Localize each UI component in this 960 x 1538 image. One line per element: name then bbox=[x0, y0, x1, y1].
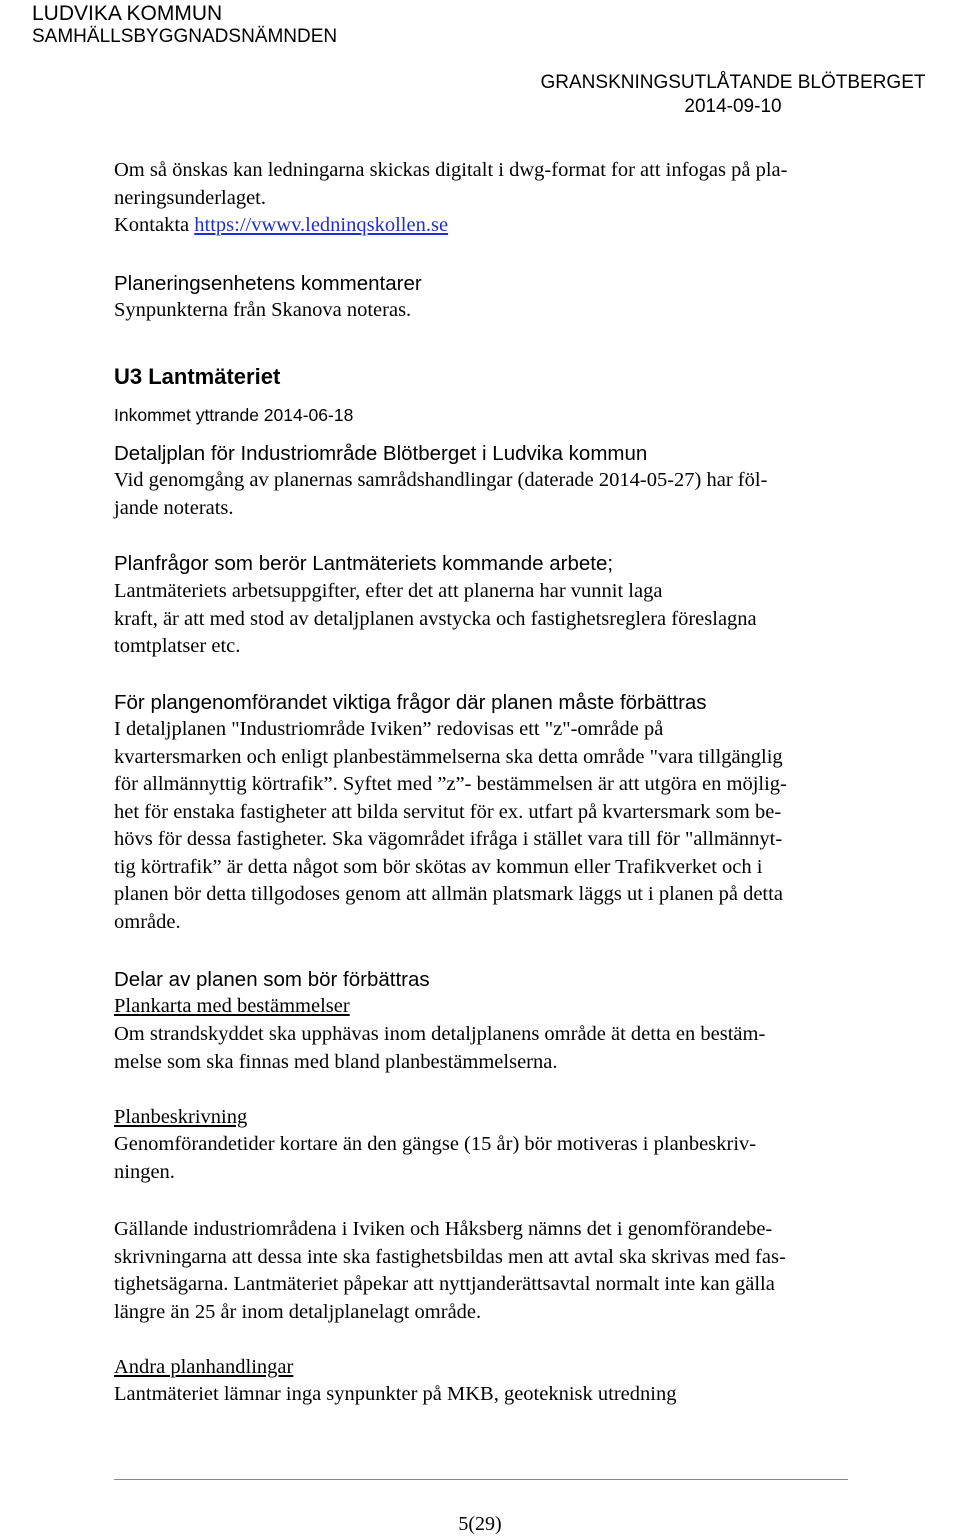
planning-comment-text: Synpunkterna från Skanova noteras. bbox=[114, 299, 412, 321]
received-date: Inkommet yttrande 2014-06-18 bbox=[114, 405, 354, 425]
planfragor-paragraph bbox=[114, 578, 757, 661]
plankarta-label: Plankarta med bestämmelser bbox=[114, 995, 350, 1017]
plankarta-paragraph bbox=[114, 1021, 765, 1076]
paragraph-line: kvartersmarken och enligt planbestämmelserna ska detta område "vara tillgänglig bbox=[114, 745, 783, 768]
paragraph-line: Vid genomgång av planernas samrådshandlingar (daterade 2014-05-27) har föl- bbox=[114, 469, 768, 491]
u3-paragraph bbox=[114, 467, 767, 522]
paragraph-line: Gällande industriområdena i Iviken och Håksberg nämns det i genomförandebe- bbox=[114, 1218, 773, 1240]
paragraph-line: område. bbox=[114, 910, 181, 933]
intro-line: Om så önskas kan ledningarna skickas digitalt i dwg-format for att infogas på pla- bbox=[114, 159, 788, 181]
paragraph-line: tomtplatser etc. bbox=[114, 635, 241, 657]
document-title-block bbox=[0, 72, 940, 94]
planfragor-heading: Planfrågor som berör Lantmäteriets kommande arbete; bbox=[114, 552, 614, 575]
paragraph-line: melse som ska finnas med bland planbestämmelserna. bbox=[114, 1050, 558, 1073]
paragraph-line: för allmännyttig körtrafik”. Syftet med ”z”- bestämmelsen är att utgöra en möjlig- bbox=[114, 773, 787, 795]
paragraph-line: tighetsägarna. Lantmäteriet påpekar att nyttjanderättsavtal normalt inte kan gälla bbox=[114, 1273, 775, 1295]
page-number: 5(29) bbox=[458, 1513, 502, 1535]
document-date: 2014-09-10 bbox=[684, 96, 782, 117]
plangenomforande-paragraph bbox=[114, 716, 787, 936]
paragraph-line: Om strandskyddet ska upphävas inom detaljplanens område ät detta en bestäm- bbox=[114, 1023, 766, 1045]
paragraph-line: jande noterats. bbox=[114, 496, 234, 519]
paragraph-line: tig körtrafik” är detta något som bör skötas av kommun eller Trafikverket och i bbox=[114, 855, 763, 878]
paragraph-line: Genomförandetider kortare än den gängse (15 år) bör motiveras i planbeskriv- bbox=[114, 1133, 757, 1155]
section-heading-u3: U3 Lantmäteriet bbox=[114, 364, 281, 389]
paragraph-line: het för enstaka fastigheter att bilda servitut för ex. utfart på kvartersmark som be- bbox=[114, 800, 782, 823]
contact-prefix: Kontakta bbox=[114, 214, 195, 236]
intro-line: neringsunderlaget. bbox=[114, 186, 266, 209]
paragraph-line: planen bör detta tillgodoses genom att allmän platsmark läggs ut i planen på detta bbox=[114, 883, 783, 905]
paragraph-line: kraft, är att med stod av detaljplanen avstycka och fastighetsreglera föreslagna bbox=[114, 607, 757, 630]
andra-text: Lantmäteriet lämnar inga synpunkter på MKB, geoteknisk utredning bbox=[114, 1383, 677, 1405]
footer-divider bbox=[114, 1479, 848, 1480]
paragraph-line: skrivningarna att dessa inte ska fastighetsbildas men att avtal ska skrivas med fas- bbox=[114, 1245, 786, 1268]
planbeskrivning-label: Planbeskrivning bbox=[114, 1106, 248, 1128]
planning-comment-heading: Planeringsenhetens kommentarer bbox=[114, 272, 422, 295]
ledningskollen-link[interactable]: https://vwwv.ledninqskollen.se bbox=[194, 214, 449, 236]
paragraph-line: hövs för dessa fastigheter. Ska vägområdet ifråga i stället vara till för "allmännyt- bbox=[114, 828, 783, 850]
detaljplan-heading: Detaljplan för Industriområde Blötberget i Ludvika kommun bbox=[114, 442, 648, 465]
board-name: SAMHÄLLSBYGGNADSNÄMNDEN bbox=[32, 26, 338, 47]
organization-name: LUDVIKA KOMMUN bbox=[32, 2, 223, 25]
paragraph-line: I detaljplanen "Industriområde Iviken” redovisas ett "z"-område på bbox=[114, 718, 664, 740]
paragraph-line: längre än 25 år inom detaljplanelagt område. bbox=[114, 1300, 482, 1323]
andra-label: Andra planhandlingar bbox=[114, 1356, 294, 1378]
contact-line bbox=[114, 212, 787, 240]
plangenomforande-heading: För plangenomförandet viktiga frågor där planen måste förbättras bbox=[114, 691, 707, 714]
planbeskrivning-paragraph bbox=[114, 1131, 756, 1186]
document-title: GRANSKNINGSUTLÅTANDE BLÖTBERGET bbox=[540, 72, 926, 93]
gallande-paragraph bbox=[114, 1216, 786, 1326]
intro-paragraph bbox=[114, 157, 787, 240]
paragraph-line: ningen. bbox=[114, 1160, 175, 1183]
paragraph-line: Lantmäteriets arbetsuppgifter, efter det att planerna har vunnit laga bbox=[114, 580, 663, 602]
delar-heading: Delar av planen som bör förbättras bbox=[114, 968, 430, 991]
document-date-block bbox=[0, 96, 940, 118]
